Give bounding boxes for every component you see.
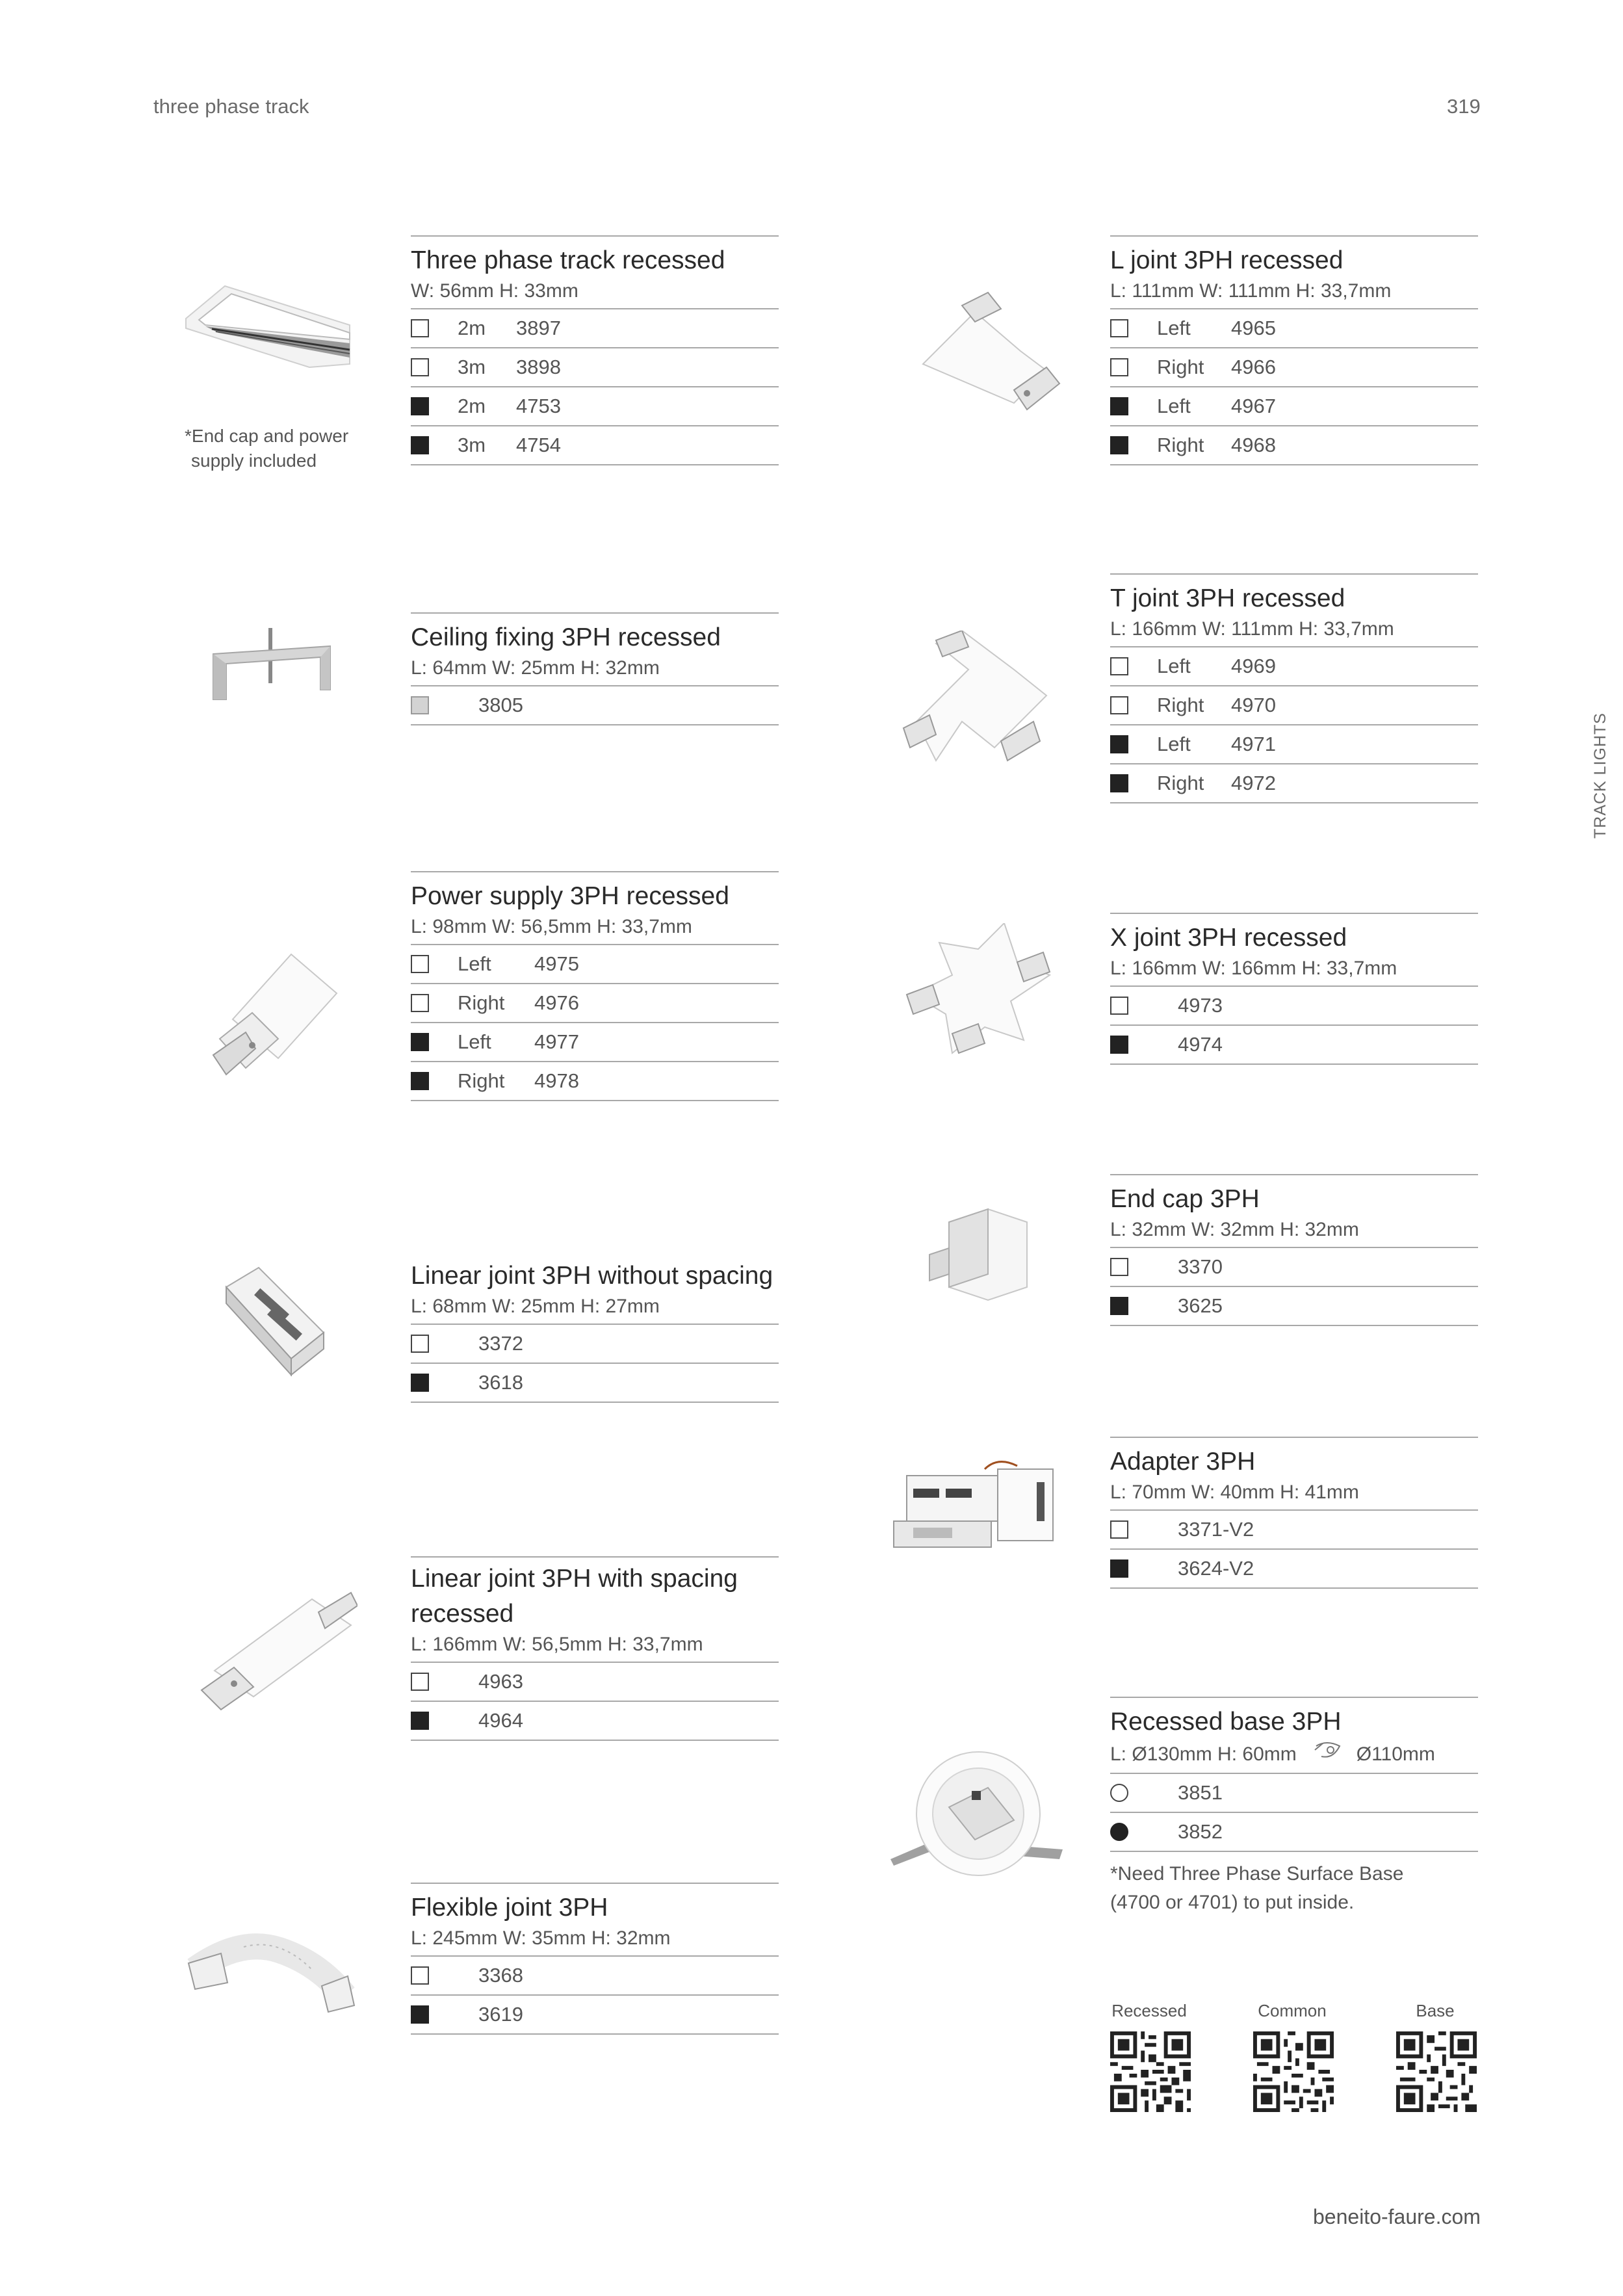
black-swatch bbox=[411, 1712, 429, 1730]
product-title: Power supply 3PH recessed bbox=[411, 882, 729, 910]
table-row: 3618 bbox=[411, 1363, 779, 1403]
black-swatch bbox=[411, 1072, 429, 1090]
product-title: Three phase track recessed bbox=[411, 246, 725, 274]
product-linear-joint-spacing bbox=[411, 1556, 779, 1741]
linear-joint-spacing-image bbox=[195, 1586, 357, 1719]
product-dims: L: 64mm W: 25mm H: 32mm bbox=[411, 657, 660, 679]
product-title: L joint 3PH recessed bbox=[1110, 246, 1344, 274]
installation-note: *Need Three Phase Surface Base (4700 or 4701) to put inside. bbox=[1110, 1863, 1404, 1913]
table-row: 4974 bbox=[1110, 1024, 1478, 1065]
power-supply-image bbox=[207, 941, 343, 1088]
black-swatch bbox=[411, 397, 429, 415]
qr-common[interactable] bbox=[1247, 2001, 1338, 2115]
product-ceiling-fixing bbox=[411, 612, 779, 725]
flexible-joint-image bbox=[182, 1924, 357, 2018]
white-swatch bbox=[1110, 1520, 1128, 1539]
product-dims: L: 166mm W: 166mm H: 33,7mm bbox=[1110, 958, 1397, 979]
white-swatch bbox=[411, 319, 429, 337]
x-joint-image bbox=[900, 923, 1056, 1063]
black-swatch bbox=[411, 2005, 429, 2024]
cutout-diameter: Ø110mm bbox=[1356, 1743, 1435, 1765]
product-dims: L: 70mm W: 40mm H: 41mm bbox=[1110, 1481, 1359, 1503]
table-row: 3368 bbox=[411, 1955, 779, 1994]
white-swatch bbox=[411, 358, 429, 376]
white-swatch bbox=[1110, 997, 1128, 1015]
product-recessed-base bbox=[1110, 1697, 1478, 1917]
table-row: 3372 bbox=[411, 1324, 779, 1363]
qr-label: Common bbox=[1258, 2001, 1327, 2020]
table-row: 4973 bbox=[1110, 985, 1478, 1024]
product-flexible-joint bbox=[411, 1883, 779, 2035]
white-swatch bbox=[411, 1335, 429, 1353]
table-row: Right 4968 bbox=[1110, 425, 1478, 465]
table-row: 3624-V2 bbox=[1110, 1548, 1478, 1589]
qr-code-icon bbox=[1110, 2031, 1191, 2112]
product-linear-joint-no-spacing bbox=[411, 1252, 781, 1403]
table-row: Right 4978 bbox=[411, 1061, 779, 1101]
black-swatch bbox=[1110, 774, 1128, 792]
table-row: 2m 3897 bbox=[411, 308, 779, 347]
table-row: Right 4966 bbox=[1110, 347, 1478, 386]
product-dims: W: 56mm H: 33mm bbox=[411, 280, 578, 302]
side-label: TRACK LIGHTS bbox=[1591, 712, 1609, 839]
table-row: Left 4967 bbox=[1110, 386, 1478, 425]
table-row: 2m 4753 bbox=[411, 386, 779, 425]
white-swatch bbox=[1110, 358, 1128, 376]
black-swatch bbox=[1110, 436, 1128, 454]
qr-label: Recessed bbox=[1111, 2001, 1187, 2020]
linear-joint-image bbox=[207, 1261, 330, 1401]
table-row: Right 4970 bbox=[1110, 685, 1478, 724]
product-dims: L: 111mm W: 111mm H: 33,7mm bbox=[1110, 280, 1392, 302]
product-title: Flexible joint 3PH bbox=[411, 1894, 608, 1922]
table-row: 3m 4754 bbox=[411, 425, 779, 465]
table-row: Left 4969 bbox=[1110, 646, 1478, 685]
product-title: End cap 3PH bbox=[1110, 1185, 1260, 1213]
black-swatch bbox=[1110, 1823, 1128, 1841]
product-dims: L: 166mm W: 111mm H: 33,7mm bbox=[1110, 618, 1394, 640]
product-title: T joint 3PH recessed bbox=[1110, 584, 1345, 612]
white-swatch bbox=[1110, 319, 1128, 337]
table-row: Left 4977 bbox=[411, 1022, 779, 1061]
ceiling-fixing-image bbox=[207, 628, 337, 716]
white-swatch bbox=[1110, 657, 1128, 675]
end-cap-image bbox=[923, 1196, 1040, 1316]
black-swatch bbox=[1110, 1036, 1128, 1054]
qr-base[interactable] bbox=[1390, 2001, 1481, 2115]
t-joint-image bbox=[897, 631, 1059, 783]
table-row: Left 4971 bbox=[1110, 724, 1478, 763]
white-swatch bbox=[1110, 696, 1128, 714]
product-t-joint bbox=[1110, 573, 1478, 803]
product-dims: L: 166mm W: 56,5mm H: 33,7mm bbox=[411, 1634, 703, 1655]
table-row: Right 4972 bbox=[1110, 763, 1478, 803]
product-dims: L: Ø130mm H: 60mm Ø110mm bbox=[1110, 1740, 1478, 1773]
qr-label: Base bbox=[1416, 2001, 1455, 2020]
product-dims: L: 245mm W: 35mm H: 32mm bbox=[411, 1927, 671, 1949]
table-row: 3851 bbox=[1110, 1773, 1478, 1812]
track-caption: *End cap and power supply included bbox=[185, 426, 349, 471]
black-swatch bbox=[1110, 397, 1128, 415]
table-row: Left 4965 bbox=[1110, 308, 1478, 347]
product-title: X joint 3PH recessed bbox=[1110, 924, 1347, 952]
product-x-joint bbox=[1110, 913, 1478, 1065]
white-swatch bbox=[411, 955, 429, 973]
website-link[interactable]: beneito-faure.com bbox=[1313, 2205, 1481, 2228]
grey-swatch bbox=[411, 696, 429, 714]
l-joint-image bbox=[897, 286, 1066, 426]
table-row: Left 4975 bbox=[411, 944, 779, 983]
page-number: 319 bbox=[1447, 95, 1481, 118]
table-row: 3805 bbox=[411, 685, 779, 725]
black-swatch bbox=[1110, 1297, 1128, 1315]
table-row: 3371-V2 bbox=[1110, 1509, 1478, 1548]
white-swatch bbox=[411, 1966, 429, 1985]
product-power-supply bbox=[411, 871, 779, 1101]
black-swatch bbox=[411, 1374, 429, 1392]
track-profile-image bbox=[179, 273, 356, 374]
product-title: Adapter 3PH bbox=[1110, 1448, 1256, 1476]
white-swatch bbox=[1110, 1258, 1128, 1276]
black-swatch bbox=[1110, 735, 1128, 753]
product-title: Ceiling fixing 3PH recessed bbox=[411, 623, 721, 651]
adapter-image bbox=[887, 1456, 1063, 1570]
cutout-icon bbox=[1314, 1740, 1344, 1769]
white-swatch bbox=[411, 994, 429, 1012]
product-dims: L: 68mm W: 25mm H: 27mm bbox=[411, 1296, 660, 1317]
qr-code-icon bbox=[1396, 2031, 1477, 2112]
white-swatch bbox=[1110, 1784, 1128, 1802]
white-swatch bbox=[411, 1673, 429, 1691]
product-track-recessed bbox=[411, 235, 779, 465]
table-row: 3370 bbox=[1110, 1247, 1478, 1286]
product-adapter bbox=[1110, 1437, 1478, 1589]
product-dims: L: 98mm W: 56,5mm H: 33,7mm bbox=[411, 916, 692, 937]
product-title: Linear joint 3PH with spacing recessed bbox=[411, 1565, 738, 1628]
product-dims: L: 32mm W: 32mm H: 32mm bbox=[1110, 1219, 1359, 1240]
table-row: 3619 bbox=[411, 1994, 779, 2035]
table-row: 3625 bbox=[1110, 1286, 1478, 1326]
product-title: Linear joint 3PH without spacing bbox=[411, 1262, 773, 1290]
table-row: 3852 bbox=[1110, 1812, 1478, 1852]
table-row: 3m 3898 bbox=[411, 347, 779, 386]
product-title: Recessed base 3PH bbox=[1110, 1708, 1342, 1736]
black-swatch bbox=[411, 1033, 429, 1051]
table-row: 4963 bbox=[411, 1662, 779, 1701]
section-title: three phase track bbox=[153, 95, 309, 118]
table-row: Right 4976 bbox=[411, 983, 779, 1022]
product-l-joint bbox=[1110, 235, 1478, 465]
qr-recessed[interactable] bbox=[1104, 2001, 1195, 2115]
black-swatch bbox=[411, 436, 429, 454]
recessed-base-image bbox=[890, 1749, 1066, 1888]
product-end-cap bbox=[1110, 1174, 1478, 1326]
table-row: 4964 bbox=[411, 1701, 779, 1741]
black-swatch bbox=[1110, 1559, 1128, 1578]
qr-code-icon bbox=[1253, 2031, 1334, 2112]
